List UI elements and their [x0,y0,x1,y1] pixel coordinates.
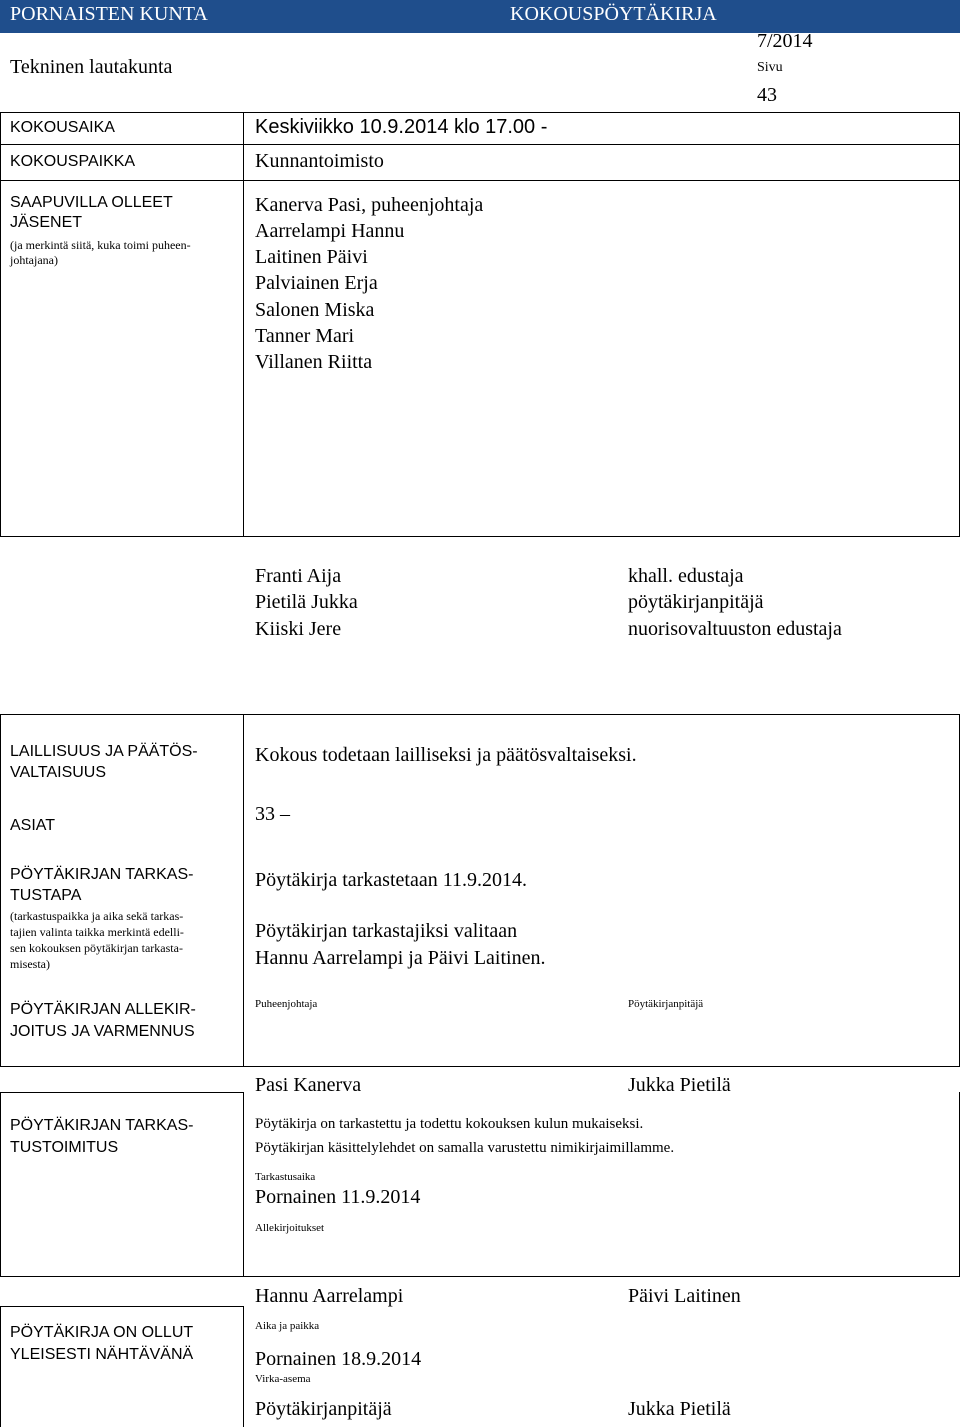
inspection-time-label: Tarkastusaika [255,1171,316,1183]
review-note: sen kokouksen pöytäkirjan tarkasta- [10,941,183,955]
rule [0,1092,1,1277]
rule [0,112,1,537]
legality-label: LAILLISUUS JA PÄÄTÖS- [10,743,198,760]
review-date: Pöytäkirja tarkastetaan 11.9.2014. [255,869,527,891]
matters-value: 33 – [255,803,290,825]
member-name: Tanner Mari [255,325,355,347]
public-place-label: Aika ja paikka [255,1320,320,1332]
members-label: SAAPUVILLA OLLEET [10,194,173,211]
rule [243,1092,244,1277]
meeting-place-label: KOKOUSPAIKKA [10,153,136,170]
rule [0,714,960,715]
meeting-time-value: Keskiviikko 10.9.2014 klo 17.00 - [255,116,548,138]
signature-label: PÖYTÄKIRJAN ALLEKIR- [10,1001,196,1018]
member-name: Palviainen Erja [255,272,378,294]
other-role: pöytäkirjanpitäjä [628,591,764,613]
inspector-name: Hannu Aarrelampi [255,1285,404,1307]
inspection-text: Pöytäkirjan käsittelylehdet on samalla varustettu nimikirjaimillamme. [255,1140,675,1156]
secretary-name: Jukka Pietilä [628,1074,731,1096]
members-note: johtajana) [10,253,58,267]
rule [0,1276,960,1277]
chair-title: Puheenjohtaja [255,998,318,1010]
rule [243,714,244,1067]
review-note: (tarkastuspaikka ja aika sekä tarkas- [10,909,184,923]
other-name: Franti Aija [255,565,342,587]
review-note: misesta) [10,957,50,971]
rule [0,536,960,537]
public-label: YLEISESTI NÄHTÄVÄNÄ [10,1346,194,1363]
public-position-label: Virka-asema [255,1373,311,1385]
inspection-time-value: Pornainen 11.9.2014 [255,1186,421,1208]
member-name: Salonen Miska [255,299,375,321]
public-place-value: Pornainen 18.9.2014 [255,1348,422,1370]
inspection-label: PÖYTÄKIRJAN TARKAS- [10,1117,194,1134]
meeting-number: 7/2014 [757,30,813,52]
review-inspectors: Hannu Aarrelampi ja Päivi Laitinen. [255,947,546,969]
inspector-name: Päivi Laitinen [628,1285,741,1307]
review-note: tajien valinta taikka merkintä edelli- [10,925,184,939]
rule [243,112,244,537]
matters-label: ASIAT [10,817,56,834]
other-name: Pietilä Jukka [255,591,358,613]
rule [0,112,960,113]
member-name: Laitinen Päivi [255,246,368,268]
inspection-label: TUSTOIMITUS [10,1139,119,1156]
legality-value: Kokous todetaan lailliseksi ja päätösvaltaiseksi. [255,744,637,766]
rule [0,144,960,145]
rule [0,1306,1,1427]
legality-label: VALTAISUUS [10,764,107,781]
rule [0,1066,960,1067]
page-label: Sivu [757,60,783,75]
rule [0,714,1,1067]
public-position-value: Pöytäkirjanpitäjä [255,1398,392,1420]
org-name: PORNAISTEN KUNTA [10,3,208,25]
rule [0,1306,244,1307]
rule [0,180,960,181]
member-name: Villanen Riitta [255,351,373,373]
review-label: TUSTAPA [10,887,82,904]
other-role: nuorisovaltuuston edustaja [628,618,842,640]
rule [0,1092,244,1093]
review-label: PÖYTÄKIRJAN TARKAS- [10,866,194,883]
rule [243,1306,244,1427]
page-number: 43 [757,84,777,106]
members-note: (ja merkintä siitä, kuka toimi puheen- [10,238,191,252]
members-label: JÄSENET [10,214,83,231]
secretary-title: Pöytäkirjanpitäjä [628,998,704,1010]
public-name: Jukka Pietilä [628,1398,731,1420]
signature-label: JOITUS JA VARMENNUS [10,1023,195,1040]
member-name: Aarrelampi Hannu [255,220,405,242]
meeting-time-label: KOKOUSAIKA [10,119,115,136]
other-name: Kiiski Jere [255,618,342,640]
review-text: Pöytäkirjan tarkastajiksi valitaan [255,920,518,942]
document-type: KOKOUSPÖYTÄKIRJA [510,3,717,25]
committee-name: Tekninen lautakunta [10,56,173,78]
public-label: PÖYTÄKIRJA ON OLLUT [10,1324,194,1341]
inspection-text: Pöytäkirja on tarkastettu ja todettu kokouksen kulun mukaiseksi. [255,1116,644,1132]
chair-name: Pasi Kanerva [255,1074,362,1096]
member-name: Kanerva Pasi, puheenjohtaja [255,194,484,216]
meeting-place-value: Kunnantoimisto [255,150,384,172]
signatures-label: Allekirjoitukset [255,1222,325,1234]
other-role: khall. edustaja [628,565,744,587]
